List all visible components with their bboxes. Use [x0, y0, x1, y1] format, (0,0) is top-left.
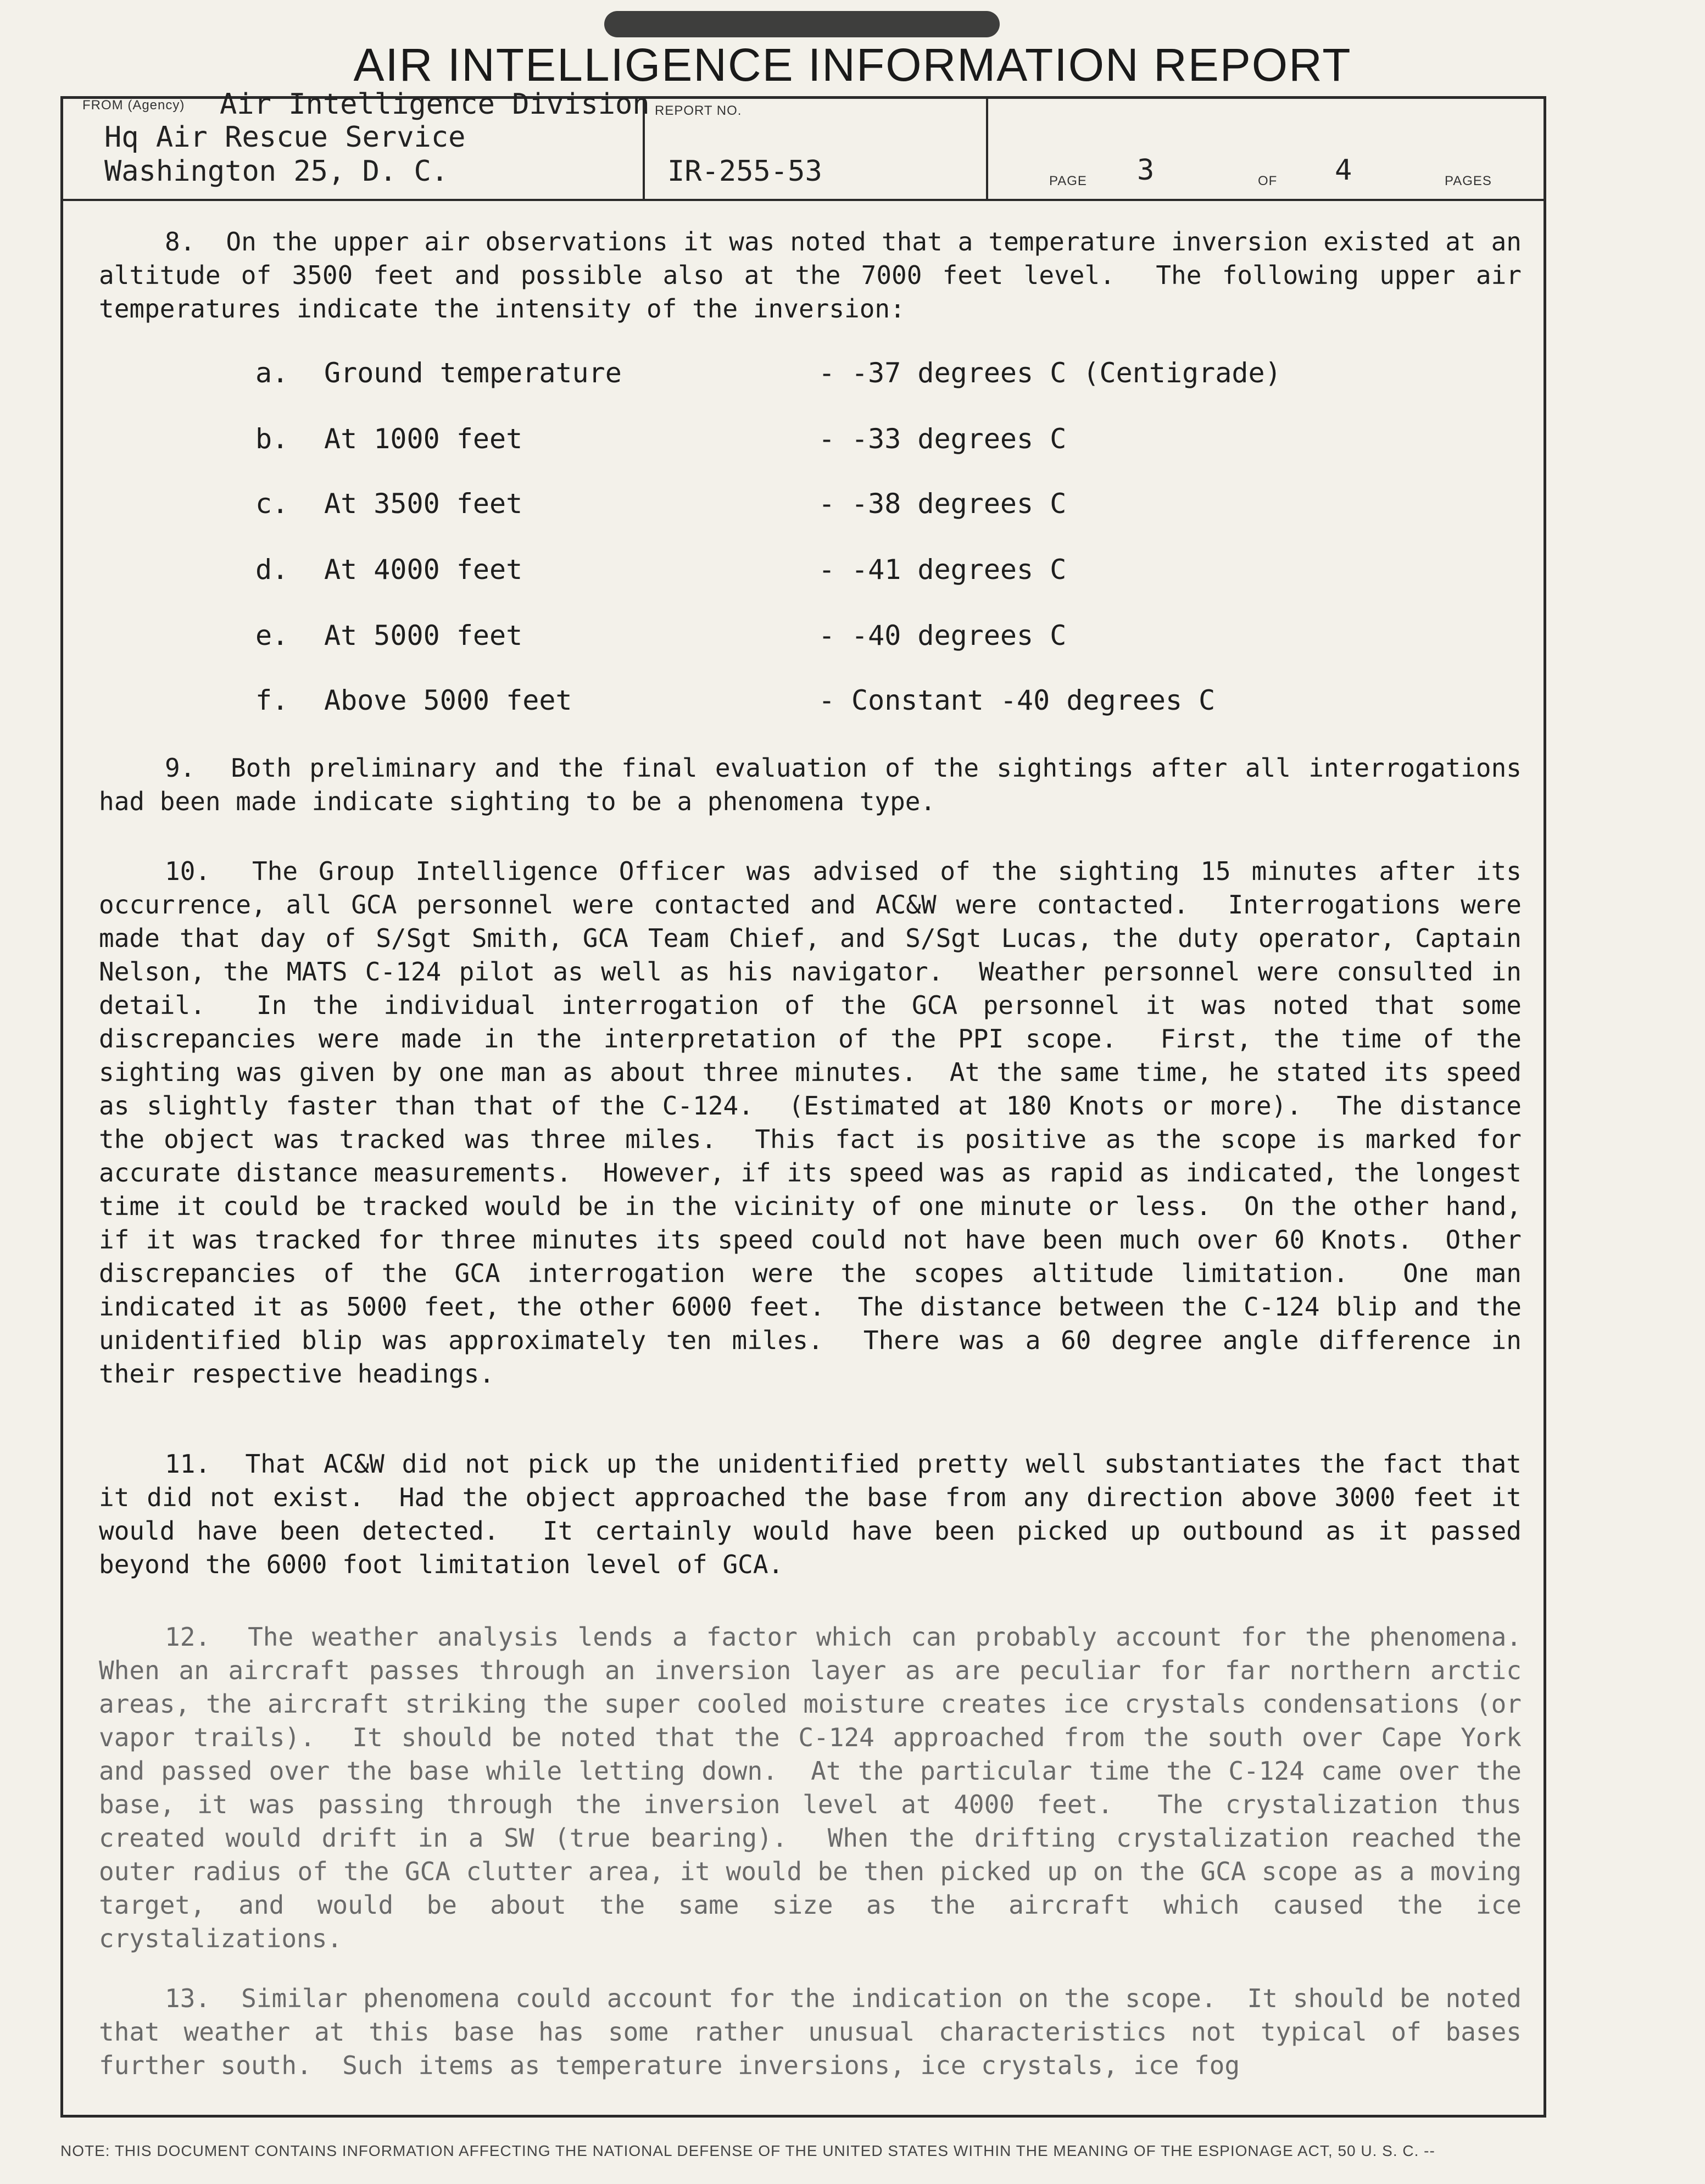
redaction-bar: [604, 11, 1000, 37]
report-number: IR-255-53: [667, 155, 822, 188]
row-value: Constant -40 degrees C: [851, 684, 1216, 716]
page-label: PAGE: [1049, 174, 1087, 188]
row-letter: f.: [255, 684, 289, 716]
paragraph-9: 9. Both preliminary and the final evaluation of the sightings after all interrogations had been made indicate sighting to be a phenomena type.: [99, 753, 1537, 816]
page-total: 4: [1335, 154, 1352, 187]
paragraph-10: 10. The Group Intelligence Officer was advised of the sighting 15 minutes after its occurrence, all GCA personnel were contacted and AC&W were contacted. Interrogations were made that day of S/Sgt Smith, GCA Team Chief, and S/Sgt Lucas, the duty operator, Captain Nelson, the MATS C-124 pilot as well as his navigator. Weather personnel were consulted in detail. In the individual interrogation of the GCA personnel it was noted that some discrepancies were made in the interpretation of the PPI scope. First, the time of the sighting was given by one man as about three minutes. At the same time, he stated its speed as slightly faster than that of the C-124. (Estimated at 180 Knots or more). The distance the object was tracked was three miles. This fact is positive as the scope is marked for accurate distance measurements. However, if its speed was as rapid as indicated, the longest time it could be tracked would be in the vicinity of one minute or less. On the other hand, if it was tracked for three minutes its speed could not have been much over 60 Knots. Other discrepancies of the GCA interrogation were the scopes altitude limitation. One man indicated it as 5000 feet, the other 6000 feet. The distance between the C-124 blip and the unidentified blip was approximately ten miles. There was a 60 degree angle difference in their respective headings.: [99, 856, 1537, 1389]
temperature-row-c: [99, 488, 1527, 526]
temperature-row-a: [99, 357, 1527, 395]
pages-label: PAGES: [1445, 174, 1492, 188]
of-label: OF: [1258, 174, 1278, 188]
row-label: Above 5000 feet: [324, 684, 572, 716]
row-value: -37 degrees C (Centigrade): [851, 357, 1281, 389]
report-no-label: REPORT NO.: [655, 103, 742, 118]
row-letter: a.: [255, 357, 289, 389]
row-letter: d.: [255, 554, 289, 586]
temperature-row-b: [99, 423, 1527, 461]
row-value: -40 degrees C: [851, 620, 1067, 651]
report-title: AIR INTELLIGENCE INFORMATION REPORT: [353, 39, 1352, 91]
row-dash: -: [818, 554, 835, 586]
page-number: 3: [1137, 154, 1155, 187]
row-letter: b.: [255, 423, 289, 455]
espionage-act-notice: NOTE: THIS DOCUMENT CONTAINS INFORMATION AFFECTING THE NATIONAL DEFENSE OF THE UNITED STATES WITHIN THE MEANING OF THE ESPIONAGE ACT, 50 U. S. C. --: [60, 2142, 1435, 2159]
row-letter: c.: [255, 488, 289, 520]
temperature-row-f: [99, 684, 1527, 723]
row-value: -33 degrees C: [851, 423, 1067, 455]
row-value: -38 degrees C: [851, 488, 1067, 520]
row-value: -41 degrees C: [851, 554, 1067, 586]
header-column-divider-2: [986, 96, 988, 200]
paragraph-8: 8. On the upper air observations it was noted that a temperature inversion existed at an altitude of 3500 feet and possible also at the 7000 feet level. The following upper air temperatures indicate the intensity of the inversion:: [99, 227, 1537, 324]
paragraph-11: 11. That AC&W did not pick up the unidentified pretty well substantiates the fact that it did not exist. Had the object approached the base from any direction above 3000 feet it would have been detected. It certainly would have been picked up outbound as it passed beyond the 6000 foot limitation level of GCA.: [99, 1449, 1537, 1579]
from-line-2: Hq Air Rescue Service: [104, 121, 466, 154]
row-label: At 1000 feet: [324, 423, 523, 455]
from-line-3: Washington 25, D. C.: [104, 155, 449, 188]
paragraph-13: 13. Similar phenomena could account for the indication on the scope. It should be noted that weather at this base has some rather unusual characteristics not typical of bases further south. Such items as temperature inversions, ice crystals, ice fog: [99, 1984, 1537, 2080]
row-letter: e.: [255, 620, 289, 651]
temperature-row-d: [99, 554, 1527, 592]
row-dash: -: [818, 488, 835, 520]
temperature-row-e: [99, 620, 1527, 658]
row-label: At 5000 feet: [324, 620, 523, 651]
row-dash: -: [818, 357, 835, 389]
row-dash: -: [818, 620, 835, 651]
from-label: FROM (Agency): [82, 98, 185, 113]
from-line-1: Air Intelligence Division: [220, 88, 650, 121]
header-divider: [60, 199, 1546, 201]
row-dash: -: [818, 684, 835, 716]
row-label: At 3500 feet: [324, 488, 523, 520]
row-label: Ground temperature: [324, 357, 622, 389]
row-dash: -: [818, 423, 835, 455]
row-label: At 4000 feet: [324, 554, 523, 586]
paragraph-12: 12. The weather analysis lends a factor which can probably account for the phenomena. When an aircraft passes through an inversion layer as are peculiar for far northern arctic areas, the aircraft striking the super cooled moisture creates ice crystals condensations (or vapor trails). It should be noted that the C-124 approached from the south over Cape York and passed over the base while letting down. At the particular time the C-124 came over the base, it was passing through the inversion level at 4000 feet. The crystalization thus created would drift in a SW (true bearing). When the drifting crystalization reached the outer radius of the GCA clutter area, it would be then picked up on the GCA scope as a moving target, and would be about the same size as the aircraft which caused the ice crystalizations.: [99, 1622, 1552, 1953]
